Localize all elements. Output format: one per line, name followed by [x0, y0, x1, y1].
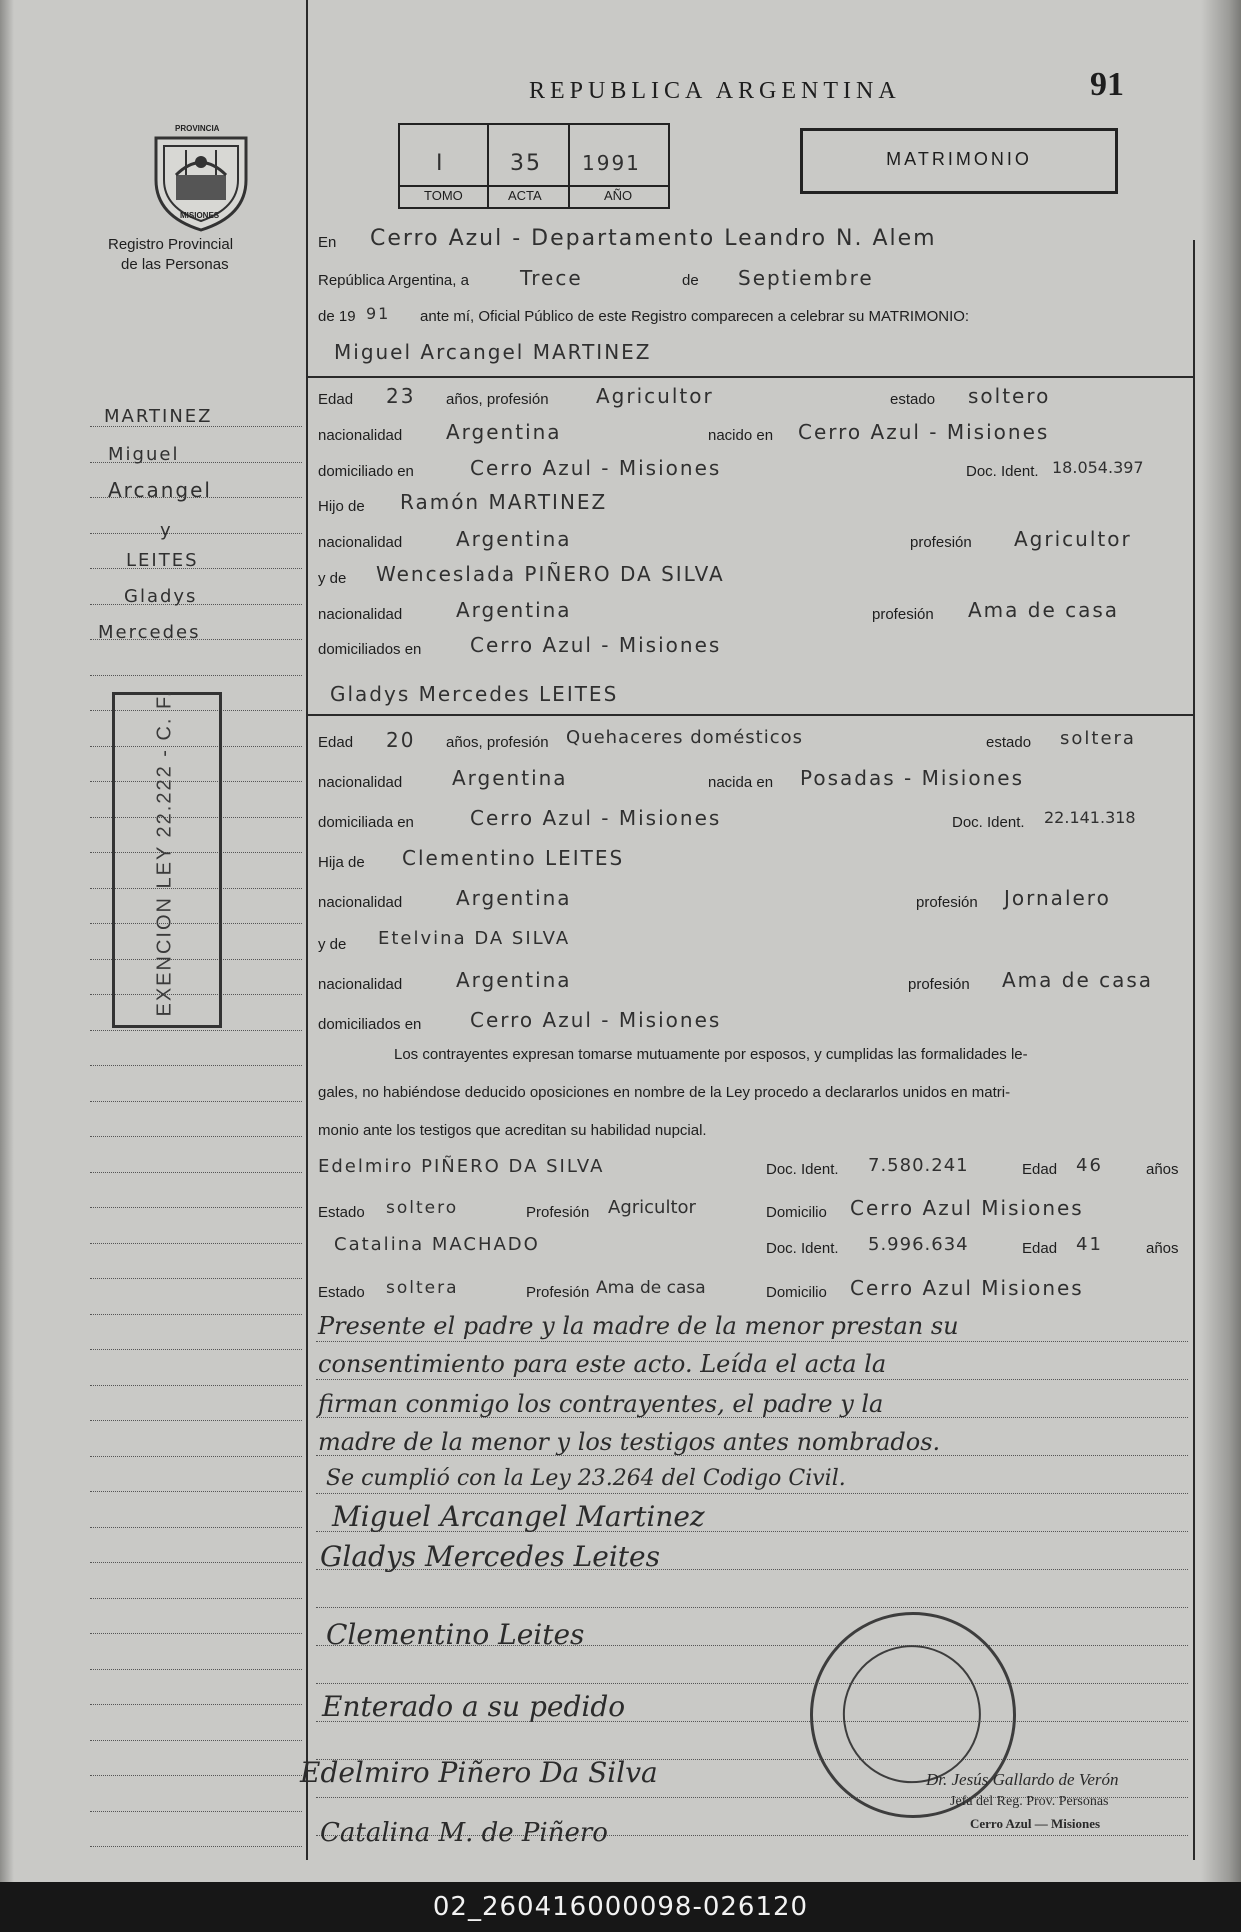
bride-father-prof: Jornalero [1004, 886, 1111, 910]
groom-doms-label: domiciliados en [318, 641, 422, 658]
bride-father-nat: Argentina [456, 886, 572, 910]
witness1-dom-label: Domicilio [766, 1204, 827, 1221]
margin-rule-line [90, 1455, 302, 1457]
witness2-estado: soltera [386, 1278, 459, 1298]
groom-father-prof: Agricultor [1014, 527, 1132, 551]
margin-line-4: y [160, 520, 173, 541]
intro-month: Septiembre [738, 266, 874, 290]
intro-day: Trece [520, 266, 583, 290]
register-reference-box [398, 123, 670, 209]
margin-rule-line [90, 1100, 302, 1102]
witness1-name: Edelmiro PIÑERO DA SILVA [318, 1156, 605, 1177]
body-rule-line [316, 1606, 1188, 1608]
margin-rule-line [90, 1845, 302, 1847]
tomo-value: I [436, 151, 445, 176]
bride-mother-nat-label: nacionalidad [318, 976, 403, 993]
margin-rule-line [90, 1810, 302, 1812]
groom-age: 23 [386, 384, 416, 408]
republica-label: República Argentina, a [318, 272, 469, 289]
groom-mother-prof-label: profesión [872, 606, 934, 623]
groom-father-nat: Argentina [456, 527, 572, 551]
witness2-edad-label: Edad [1022, 1240, 1058, 1257]
bride-hija-label: Hija de [318, 854, 365, 871]
margin-rule-line [90, 1774, 302, 1776]
bride-nat-label: nacionalidad [318, 774, 403, 791]
year-prefix: de 19 [318, 308, 356, 325]
year-suffix: 91 [366, 304, 391, 323]
margin-rule-line [90, 1206, 302, 1208]
margin-rule-line [90, 1277, 302, 1279]
margin-rule-line [90, 532, 302, 534]
groom-mother-nat: Argentina [456, 598, 572, 622]
margin-line-5: LEITES [126, 550, 199, 571]
groom-hijo-label: Hijo de [318, 498, 365, 515]
margin-rule-line [90, 1242, 302, 1244]
margin-rule-line [90, 1668, 302, 1670]
margin-line-1: MARTINEZ [104, 406, 213, 427]
bride-nationality: Argentina [452, 766, 568, 790]
witness2-prof-label: Profesión [526, 1284, 590, 1301]
body-rule-line [316, 1378, 1188, 1380]
witness2-estado-label: Estado [318, 1284, 365, 1301]
bride-father: Clementino LEITES [402, 846, 625, 870]
groom-dom-label: domiciliado en [318, 463, 414, 480]
declaration-line-3: monio ante los testigos que acreditan su habilidad nupcial. [318, 1122, 707, 1139]
bride-birthplace: Posadas - Misiones [800, 766, 1024, 790]
doc-type-label: MATRIMONIO [886, 149, 1032, 169]
margin-rule-line [90, 1384, 302, 1386]
groom-father-prof-label: profesión [910, 534, 972, 551]
margin-rule-line [90, 1739, 302, 1741]
signature-bride-father: Clementino Leites [326, 1618, 585, 1651]
margin-rule-line [90, 1561, 302, 1563]
bride-doc: 22.141.318 [1044, 808, 1136, 827]
body-rule-line [316, 1492, 1188, 1494]
margin-line-3: Arcangel [108, 478, 212, 502]
margin-rule-line [90, 1490, 302, 1492]
bride-anos-label: años, profesión [446, 734, 549, 751]
groom-edad-label: Edad [318, 391, 354, 408]
bride-dom-label: domiciliada en [318, 814, 414, 831]
witness2-anos-label: años [1146, 1240, 1179, 1257]
bride-mother: Etelvina DA SILVA [378, 928, 571, 949]
acta-value: 35 [510, 151, 542, 176]
witness1-age: 46 [1076, 1155, 1103, 1176]
bride-yde-label: y de [318, 936, 347, 953]
bride-doc-label: Doc. Ident. [952, 814, 1025, 831]
registry-line-2: de las Personas [121, 256, 229, 273]
right-rule [1193, 240, 1195, 1860]
margin-rule-line [90, 1419, 302, 1421]
groom-yde-label: y de [318, 570, 347, 587]
witness1-anos-label: años [1146, 1161, 1179, 1178]
groom-nacido-label: nacido en [708, 427, 774, 444]
body-rule-line [316, 1340, 1188, 1342]
signature-bride: Gladys Mercedes Leites [320, 1540, 660, 1573]
groom-doc-label: Doc. Ident. [966, 463, 1039, 480]
margin-rule-line [90, 1064, 302, 1066]
body-rule-line [316, 1682, 1188, 1684]
shield-top-text: PROVINCIA [175, 124, 220, 133]
groom-parents-domicile: Cerro Azul - Misiones [470, 633, 722, 657]
margin-rule-line [90, 1526, 302, 1528]
witness2-doc: 5.996.634 [868, 1234, 969, 1255]
bride-profession: Quehaceres domésticos [566, 727, 804, 748]
margin-rule-line [90, 1171, 302, 1173]
margin-line-7: Mercedes [98, 622, 201, 643]
bride-mother-prof-label: profesión [908, 976, 970, 993]
groom-estado: soltero [968, 384, 1051, 408]
exemption-stamp [112, 689, 222, 1028]
witness1-estado-label: Estado [318, 1204, 365, 1221]
declaration-line-2: gales, no habiéndose deducido oposiciones en nombre de la Ley procedo a declararlos unidos en matri- [318, 1084, 1011, 1101]
groom-anos-label: años, profesión [446, 391, 549, 408]
bride-father-nat-label: nacionalidad [318, 894, 403, 911]
groom-mother-prof: Ama de casa [968, 598, 1120, 622]
groom-nationality: Argentina [446, 420, 562, 444]
bride-doms-label: domiciliados en [318, 1016, 422, 1033]
bride-separator [308, 714, 1193, 716]
exemption-stamp-text: EXENCION LEY 22.222 - C. F. [153, 689, 176, 1017]
groom-name: Miguel Arcangel MARTINEZ [334, 340, 652, 364]
groom-estado-label: estado [890, 391, 936, 408]
note-line-1: Presente el padre y la madre de la menor prestan su [318, 1312, 959, 1340]
bride-nacida-label: nacida en [708, 774, 774, 791]
witness1-doc-label: Doc. Ident. [766, 1161, 839, 1178]
groom-father: Ramón MARTINEZ [400, 490, 608, 514]
bride-father-prof-label: profesión [916, 894, 978, 911]
witness2-domicile: Cerro Azul Misiones [850, 1276, 1084, 1300]
intro-statement: ante mí, Oficial Público de este Registro comparecen a celebrar su MATRIMONIO: [420, 308, 970, 325]
registry-line-1: Registro Provincial [108, 236, 234, 253]
margin-line-6: Gladys [124, 586, 198, 607]
note-line-4: madre de la menor y los testigos antes nombrados. [318, 1428, 941, 1456]
image-id-footer: 02_260416000098-026120 [0, 1882, 1241, 1932]
anio-value: 1991 [582, 151, 641, 175]
witness2-name: Catalina MACHADO [334, 1234, 540, 1255]
shield-bottom-text: MISIONES [180, 211, 220, 220]
bride-parents-domicile: Cerro Azul - Misiones [470, 1008, 722, 1032]
acta-label: ACTA [508, 188, 542, 203]
margin-line-2: Miguel [108, 444, 180, 465]
doc-type-box [800, 128, 1118, 194]
witness2-dom-label: Domicilio [766, 1284, 827, 1301]
margin-rule-line [90, 1597, 302, 1599]
bride-name: Gladys Mercedes LEITES [330, 682, 619, 706]
groom-separator [308, 376, 1193, 378]
signature-bride-mother: Enterado a su pedido [322, 1690, 626, 1723]
margin-rule-line [90, 1029, 302, 1031]
official-title: Jefa del Reg. Prov. Personas [950, 1794, 1109, 1809]
witness1-edad-label: Edad [1022, 1161, 1058, 1178]
witness1-profession: Agricultor [608, 1197, 696, 1218]
groom-father-nat-label: nacionalidad [318, 534, 403, 551]
margin-rule [306, 0, 308, 1860]
signature-witness-2: Catalina M. de Piñero [320, 1818, 608, 1848]
witness1-doc: 7.580.241 [868, 1155, 969, 1176]
margin-rule-line [90, 1313, 302, 1315]
official-office: Cerro Azul — Misiones [970, 1816, 1101, 1831]
bride-edad-label: Edad [318, 734, 354, 751]
en-label: En [318, 234, 337, 251]
official-name: Dr. Jesús Gallardo de Verón [926, 1770, 1119, 1789]
intro-place: Cerro Azul - Departamento Leandro N. Alem [370, 226, 937, 251]
groom-nat-label: nacionalidad [318, 427, 403, 444]
declaration-line-1: Los contrayentes expresan tomarse mutuamente por esposos, y cumplidas las formalidades le- [394, 1046, 1028, 1063]
witness1-domicile: Cerro Azul Misiones [850, 1196, 1084, 1220]
margin-rule-line [90, 1703, 302, 1705]
witness1-estado: soltero [386, 1198, 459, 1218]
note-line-5: Se cumplió con la Ley 23.264 del Codigo Civil. [326, 1466, 846, 1491]
witness2-doc-label: Doc. Ident. [766, 1240, 839, 1257]
margin-rule-line [90, 1348, 302, 1350]
bride-estado-label: estado [986, 734, 1032, 751]
groom-profession: Agricultor [596, 384, 714, 408]
bride-estado: soltera [1060, 728, 1136, 749]
page-number: 91 [1090, 66, 1124, 103]
bride-mother-prof: Ama de casa [1002, 968, 1154, 992]
groom-doc: 18.054.397 [1052, 458, 1144, 477]
de-label: de [682, 272, 699, 289]
note-line-2: consentimiento para este acto. Leída el acta la [318, 1350, 887, 1378]
bride-domicile: Cerro Azul - Misiones [470, 806, 722, 830]
groom-birthplace: Cerro Azul - Misiones [798, 420, 1050, 444]
groom-domicile: Cerro Azul - Misiones [470, 456, 722, 480]
bride-mother-nat: Argentina [456, 968, 572, 992]
margin-rule-line [90, 1632, 302, 1634]
witness2-profession: Ama de casa [596, 1278, 706, 1298]
margin-rule-line [90, 674, 302, 676]
groom-mother-nat-label: nacionalidad [318, 606, 403, 623]
groom-mother: Wenceslada PIÑERO DA SILVA [376, 562, 725, 586]
signature-witness-1: Edelmiro Piñero Da Silva [300, 1756, 658, 1789]
witness1-prof-label: Profesión [526, 1204, 590, 1221]
bride-age: 20 [386, 728, 416, 752]
tomo-label: TOMO [424, 188, 463, 203]
note-line-3: firman conmigo los contrayentes, el padre y la [318, 1390, 884, 1418]
witness2-age: 41 [1076, 1234, 1103, 1255]
margin-rule-line [90, 1135, 302, 1137]
anio-label: AÑO [604, 188, 633, 203]
signature-groom: Miguel Arcangel Martinez [332, 1500, 705, 1533]
country-title: REPUBLICA ARGENTINA [529, 78, 901, 104]
